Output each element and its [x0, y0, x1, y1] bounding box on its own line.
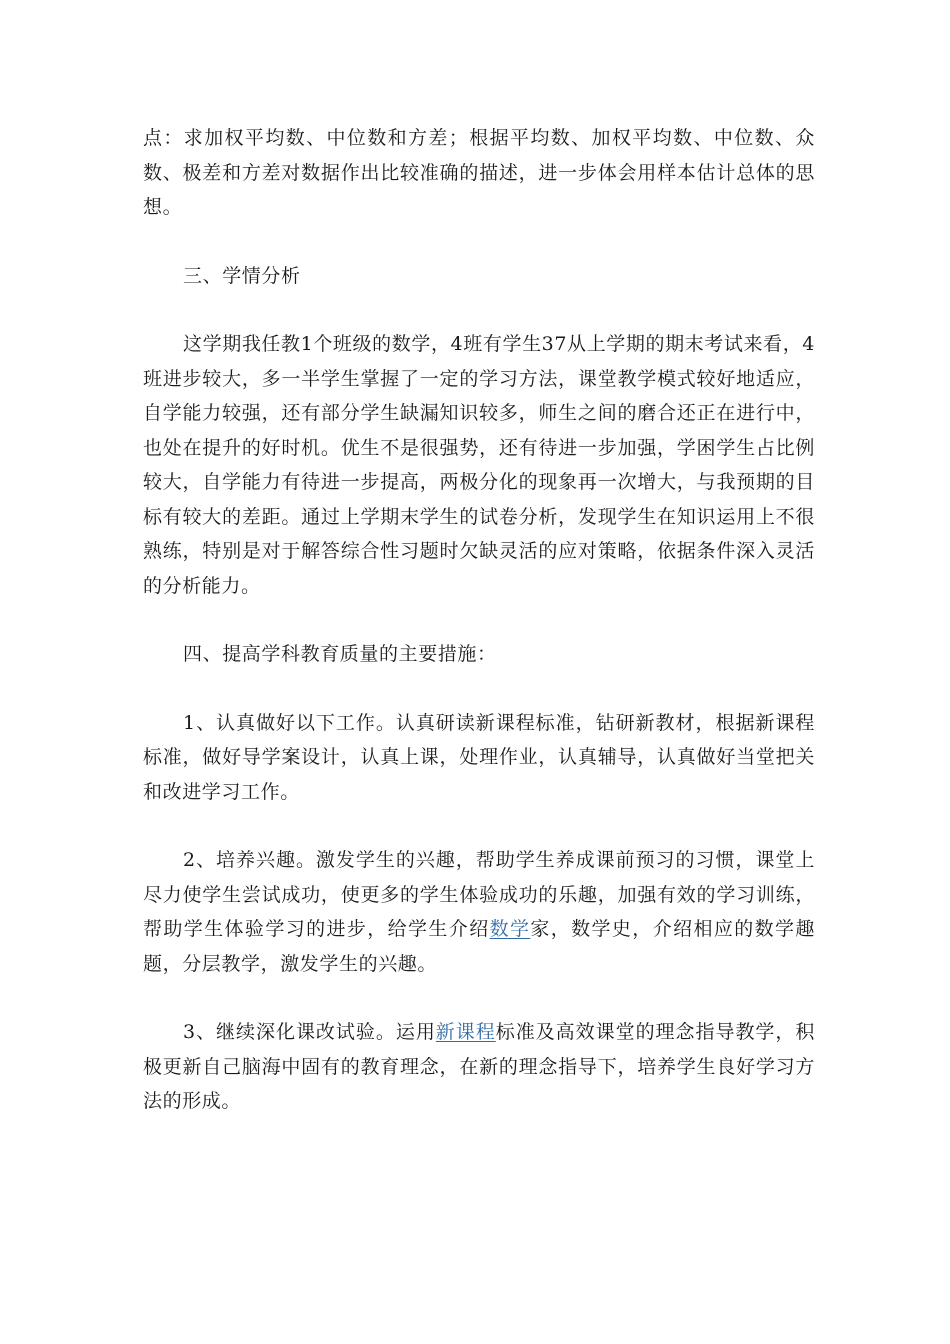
section-3-heading: 三、学情分析 [183, 264, 301, 287]
new-curriculum-link[interactable]: 新课程 [435, 1021, 496, 1043]
measure-2-text-before: 2、培养兴趣。激发学生的兴趣，帮助学生养成课前预习的习惯，课堂上尽力使学生尝试成功，使更多的学生体验成功的乐趣，加强有效的学习训练，帮助学生体验学习的进步，给学生介绍 [143, 849, 815, 940]
measure-3-paragraph [143, 1015, 815, 1119]
measure-3-text-after: 标准及高效课堂的理念指导教学，积极更新自己脑海中固有的教育理念，在新的理念指导下，培养学生良好学习方法的形成。 [143, 1021, 815, 1112]
measure-2-text-after: 家，数学史，介绍相应的数学趣题，分层教学，激发学生的兴趣。 [143, 918, 816, 975]
document-body [143, 121, 815, 1153]
measure-3-text-before: 3、继续深化课改试验。运用 [183, 1021, 436, 1043]
measure-1-paragraph: 1、认真做好以下工作。认真研读新课程标准，钻研新教材，根据新课程标准，做好导学案设计，认真上课，处理作业，认真辅导，认真做好当堂把关和改进学习工作。 [143, 711, 815, 803]
section-3-paragraph: 这学期我任教1个班级的数学，4班有学生37从上学期的期末考试来看，4班进步较大，多一半学生掌握了一定的学习方法，课堂教学模式较好地适应，自学能力较强，还有部分学生缺漏知识较多，师生之间的磨合还正在进行中，也处在提升的好时机。优生不是很强势，还有待进一步加强，学困学生占比例较大，自学能力有待进一步提高，两极分化的现象再一次增大，与我预期的目标有较大的差距。通过上学期末学生的试卷分析，发现学生在知识运用上不很熟练，特别是对于解答综合性习题时欠缺灵活的应对策略，依据条件深入灵活的分析能力。 [143, 333, 815, 597]
measure-2-paragraph [143, 843, 815, 981]
math-link[interactable]: 数学 [489, 918, 531, 940]
section-4-heading: 四、提高学科教育质量的主要措施： [183, 643, 497, 665]
intro-paragraph: 点：求加权平均数、中位数和方差；根据平均数、加权平均数、中位数、众数、极差和方差对数据作出比较准确的描述，进一步体会用样本估计总体的思想。 [143, 127, 815, 218]
